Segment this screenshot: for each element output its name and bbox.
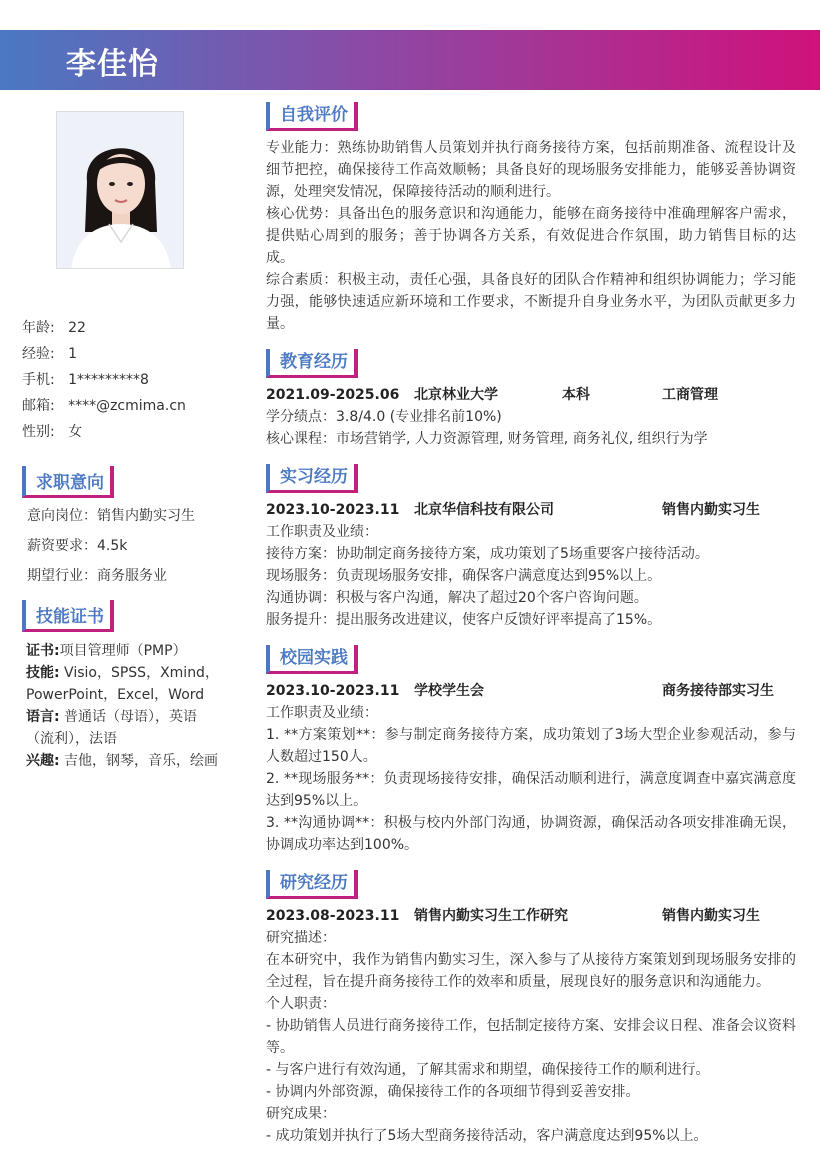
research-line: 在本研究中，我作为销售内勤实习生，深入参与了从接待方案策划到现场服务安排的全过程，旨在提升商务接待工作的效率和质量，展现良好的服务意识和沟通能力。 bbox=[266, 952, 796, 990]
section-title: 求职意向 bbox=[22, 466, 114, 498]
info-phone bbox=[22, 372, 222, 398]
campus-line: 3. **沟通协调**：积极与校内外部门沟通，协调资源，确保活动各项安排准确无误，协调成功率达到100%。 bbox=[266, 815, 796, 853]
research-line: - 与客户进行有效沟通，了解其需求和期望，确保接待工作的顺利进行。 bbox=[266, 1062, 710, 1078]
research-org: 销售内勤实习生工作研究 bbox=[414, 908, 568, 924]
campus-line: 1. **方案策划**：参与制定商务接待方案，成功策划了3场大型企业参观活动，参与人数超过150人。 bbox=[266, 727, 796, 765]
info-label: 年龄: bbox=[22, 320, 55, 336]
campus-date: 2023.10-2023.11 bbox=[266, 683, 400, 699]
intern-line: 沟通协调：积极与客户沟通，解决了超过20个客户咨询问题。 bbox=[266, 590, 648, 606]
intent-item: 意向岗位：销售内勤实习生 bbox=[27, 508, 195, 524]
research-line: - 协调内外部资源，确保接待工作的各项细节得到妥善安排。 bbox=[266, 1084, 640, 1100]
research-header bbox=[266, 905, 796, 927]
candidate-name: 李佳怡 bbox=[66, 47, 159, 82]
education-section bbox=[266, 349, 796, 450]
research-role: 销售内勤实习生 bbox=[662, 908, 760, 924]
self-eval-section bbox=[266, 102, 796, 335]
intern-line: 工作职责及业绩： bbox=[266, 524, 378, 540]
skill-label: 兴趣: bbox=[26, 753, 60, 769]
intern-date: 2023.10-2023.11 bbox=[266, 502, 400, 518]
campus-line: 2. **现场服务**：负责现场接待安排，确保活动顺利进行，满意度调查中嘉宾满意度达到95%以上。 bbox=[266, 771, 796, 809]
info-value: 1 bbox=[68, 346, 77, 362]
info-value: 女 bbox=[68, 424, 83, 440]
info-label: 性别: bbox=[22, 424, 55, 440]
skill-value: 项目管理师（PMP） bbox=[59, 643, 187, 659]
intern-role: 销售内勤实习生 bbox=[662, 502, 760, 518]
skill-value: 普通话（母语），英语（流利），法语 bbox=[26, 709, 198, 747]
section-title: 技能证书 bbox=[22, 600, 114, 632]
research-line: 研究成果： bbox=[266, 1106, 336, 1122]
section-title: 校园实践 bbox=[266, 645, 358, 674]
intent-section bbox=[22, 466, 222, 598]
skill-value: 吉他，钢琴，音乐，绘画 bbox=[59, 753, 219, 769]
skill-label: 证书: bbox=[26, 643, 60, 659]
info-email bbox=[22, 398, 222, 424]
intent-item: 薪资要求：4.5k bbox=[27, 538, 128, 554]
intern-line: 现场服务：负责现场服务安排，确保客户满意度达到95%以上。 bbox=[266, 568, 662, 584]
internship-section bbox=[266, 464, 796, 631]
info-gender bbox=[22, 424, 222, 450]
info-value: 1*********8 bbox=[68, 372, 149, 388]
edu-line: 核心课程：市场营销学, 人力资源管理, 财务管理, 商务礼仪, 组织行为学 bbox=[266, 431, 708, 447]
campus-line: 工作职责及业绩： bbox=[266, 705, 378, 721]
research-date: 2023.08-2023.11 bbox=[266, 908, 400, 924]
intent-item: 期望行业：商务服务业 bbox=[27, 568, 167, 584]
skill-value: Visio，SPSS，Xmind，PowerPoint，Excel，Word bbox=[26, 665, 219, 703]
education-header bbox=[266, 384, 796, 406]
info-label: 手机: bbox=[22, 372, 55, 388]
skill-item bbox=[26, 662, 222, 706]
campus-org: 学校学生会 bbox=[414, 683, 484, 699]
right-column bbox=[266, 102, 796, 1147]
name-banner bbox=[0, 30, 820, 90]
campus-header bbox=[266, 680, 796, 702]
self-eval-paragraph: 核心优势：具备出色的服务意识和沟通能力，能够在商务接待中准确理解客户需求，提供贴心周到的服务；善于协调各方关系，有效促进合作氛围，助力销售目标的达成。 bbox=[266, 206, 796, 266]
campus-role: 商务接待部实习生 bbox=[662, 683, 774, 699]
skill-label: 技能: bbox=[26, 665, 60, 681]
info-label: 邮箱: bbox=[22, 398, 55, 414]
skills-section bbox=[22, 600, 222, 772]
intern-line: 服务提升：提出服务改进建议，使客户反馈好评率提高了15%。 bbox=[266, 612, 662, 628]
info-value: ****@zcmima.cn bbox=[68, 398, 186, 414]
portrait-image bbox=[57, 112, 184, 269]
research-line: - 协助销售人员进行商务接待工作，包括制定接待方案、安排会议日程、准备会议资料等。 bbox=[266, 1018, 796, 1056]
info-label: 经验: bbox=[22, 346, 55, 362]
section-title: 研究经历 bbox=[266, 870, 358, 899]
research-line: - 成功策划并执行了5场大型商务接待活动，客户满意度达到95%以上。 bbox=[266, 1128, 708, 1144]
campus-section bbox=[266, 645, 796, 856]
edu-major: 工商管理 bbox=[662, 387, 718, 403]
edu-line: 学分绩点：3.8/4.0 (专业排名前10%) bbox=[266, 409, 502, 425]
skill-label: 语言: bbox=[26, 709, 60, 725]
research-section bbox=[266, 870, 796, 1147]
research-line: 研究描述： bbox=[266, 930, 336, 946]
edu-degree: 本科 bbox=[562, 387, 590, 403]
info-age bbox=[22, 320, 222, 346]
internship-header bbox=[266, 499, 796, 521]
edu-date: 2021.09-2025.06 bbox=[266, 387, 400, 403]
skill-item bbox=[26, 706, 222, 750]
profile-photo bbox=[56, 111, 184, 269]
basic-info bbox=[22, 320, 222, 450]
section-title: 教育经历 bbox=[266, 349, 358, 378]
skill-item bbox=[26, 640, 222, 662]
self-eval-paragraph: 专业能力：熟练协助销售人员策划并执行商务接待方案，包括前期准备、流程设计及细节把控，确保接待工作高效顺畅；具备良好的现场服务安排能力，能够妥善协调资源，处理突发情况，保障接待活动的顺利进行。 bbox=[266, 140, 796, 200]
intern-line: 接待方案：协助制定商务接待方案，成功策划了5场重要客户接待活动。 bbox=[266, 546, 709, 562]
info-value: 22 bbox=[68, 320, 86, 336]
section-title: 自我评价 bbox=[266, 102, 358, 131]
intern-org: 北京华信科技有限公司 bbox=[414, 502, 554, 518]
research-line: 个人职责： bbox=[266, 996, 336, 1012]
self-eval-paragraph: 综合素质：积极主动，责任心强，具备良好的团队合作精神和组织协调能力；学习能力强，能够快速适应新环境和工作要求，不断提升自身业务水平，为团队贡献更多力量。 bbox=[266, 272, 796, 332]
edu-school: 北京林业大学 bbox=[414, 387, 498, 403]
section-title: 实习经历 bbox=[266, 464, 358, 493]
left-column bbox=[22, 320, 222, 772]
info-experience bbox=[22, 346, 222, 372]
skill-item bbox=[26, 750, 222, 772]
